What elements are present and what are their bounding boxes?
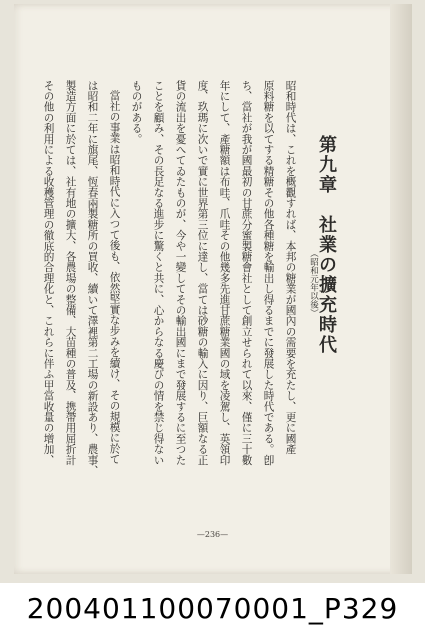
- body-line: 昭和時代は、これを概觀すれば、本邦の糖業が國內の需要を充たし、更に國產: [284, 80, 297, 455]
- body-line: は昭和二年に旗尾、恆春兩製糖所の買收、續いて澤裡第二工場の新設あり、農事、: [86, 80, 99, 476]
- body-line: 貨の流出を憂へてゐたものが、今や一變してその輸出國にまで發展するに至つた: [174, 80, 187, 466]
- chapter-subtitle: （昭和元年以後）: [308, 249, 319, 317]
- body-line: 原料糖を以てする精糖その他各種糖を輸出し得るまでに發展した時代である。卽: [262, 80, 275, 466]
- body-line: ことを顧み、その長足なる進步に驚くと共に、心からなる慶びの情を禁じ得ない: [152, 80, 165, 466]
- body-line: ものがある。: [130, 80, 143, 145]
- body-line: 當社の事業は昭和時代に入つて後も、依然堅實な步みを續け、その規模に於て: [108, 90, 121, 465]
- body-line: 年にして、產糖額は布哇、爪哇その他幾多先進甘蔗糖業國の域を凌駕し、英領印: [218, 80, 231, 466]
- body-line: その他の利用による收穫管理の徹底的合理化と、これらに伴ふ甲當收量の增加、: [42, 80, 55, 466]
- body-line: 製造方面に於ては、社有地の擴大、各農場の整備、大苗種の普及、携帶用屈折計: [64, 80, 77, 466]
- image-id-caption: 200401100070001_P329: [26, 592, 399, 625]
- body-line: ち、當社が我が國最初の甘蔗分蜜製糖會社として創立せられて以來、僅に三十數: [240, 80, 253, 466]
- body-line: 度、玖瑪に次いで實に世界第三位に達し、當ては砂糖の輸入に因り、巨額なる正: [196, 80, 209, 466]
- page-binding-shadow: [390, 4, 412, 574]
- chapter-title: 第九章 社業の擴充時代: [316, 135, 337, 355]
- page-number: —236—: [196, 530, 229, 539]
